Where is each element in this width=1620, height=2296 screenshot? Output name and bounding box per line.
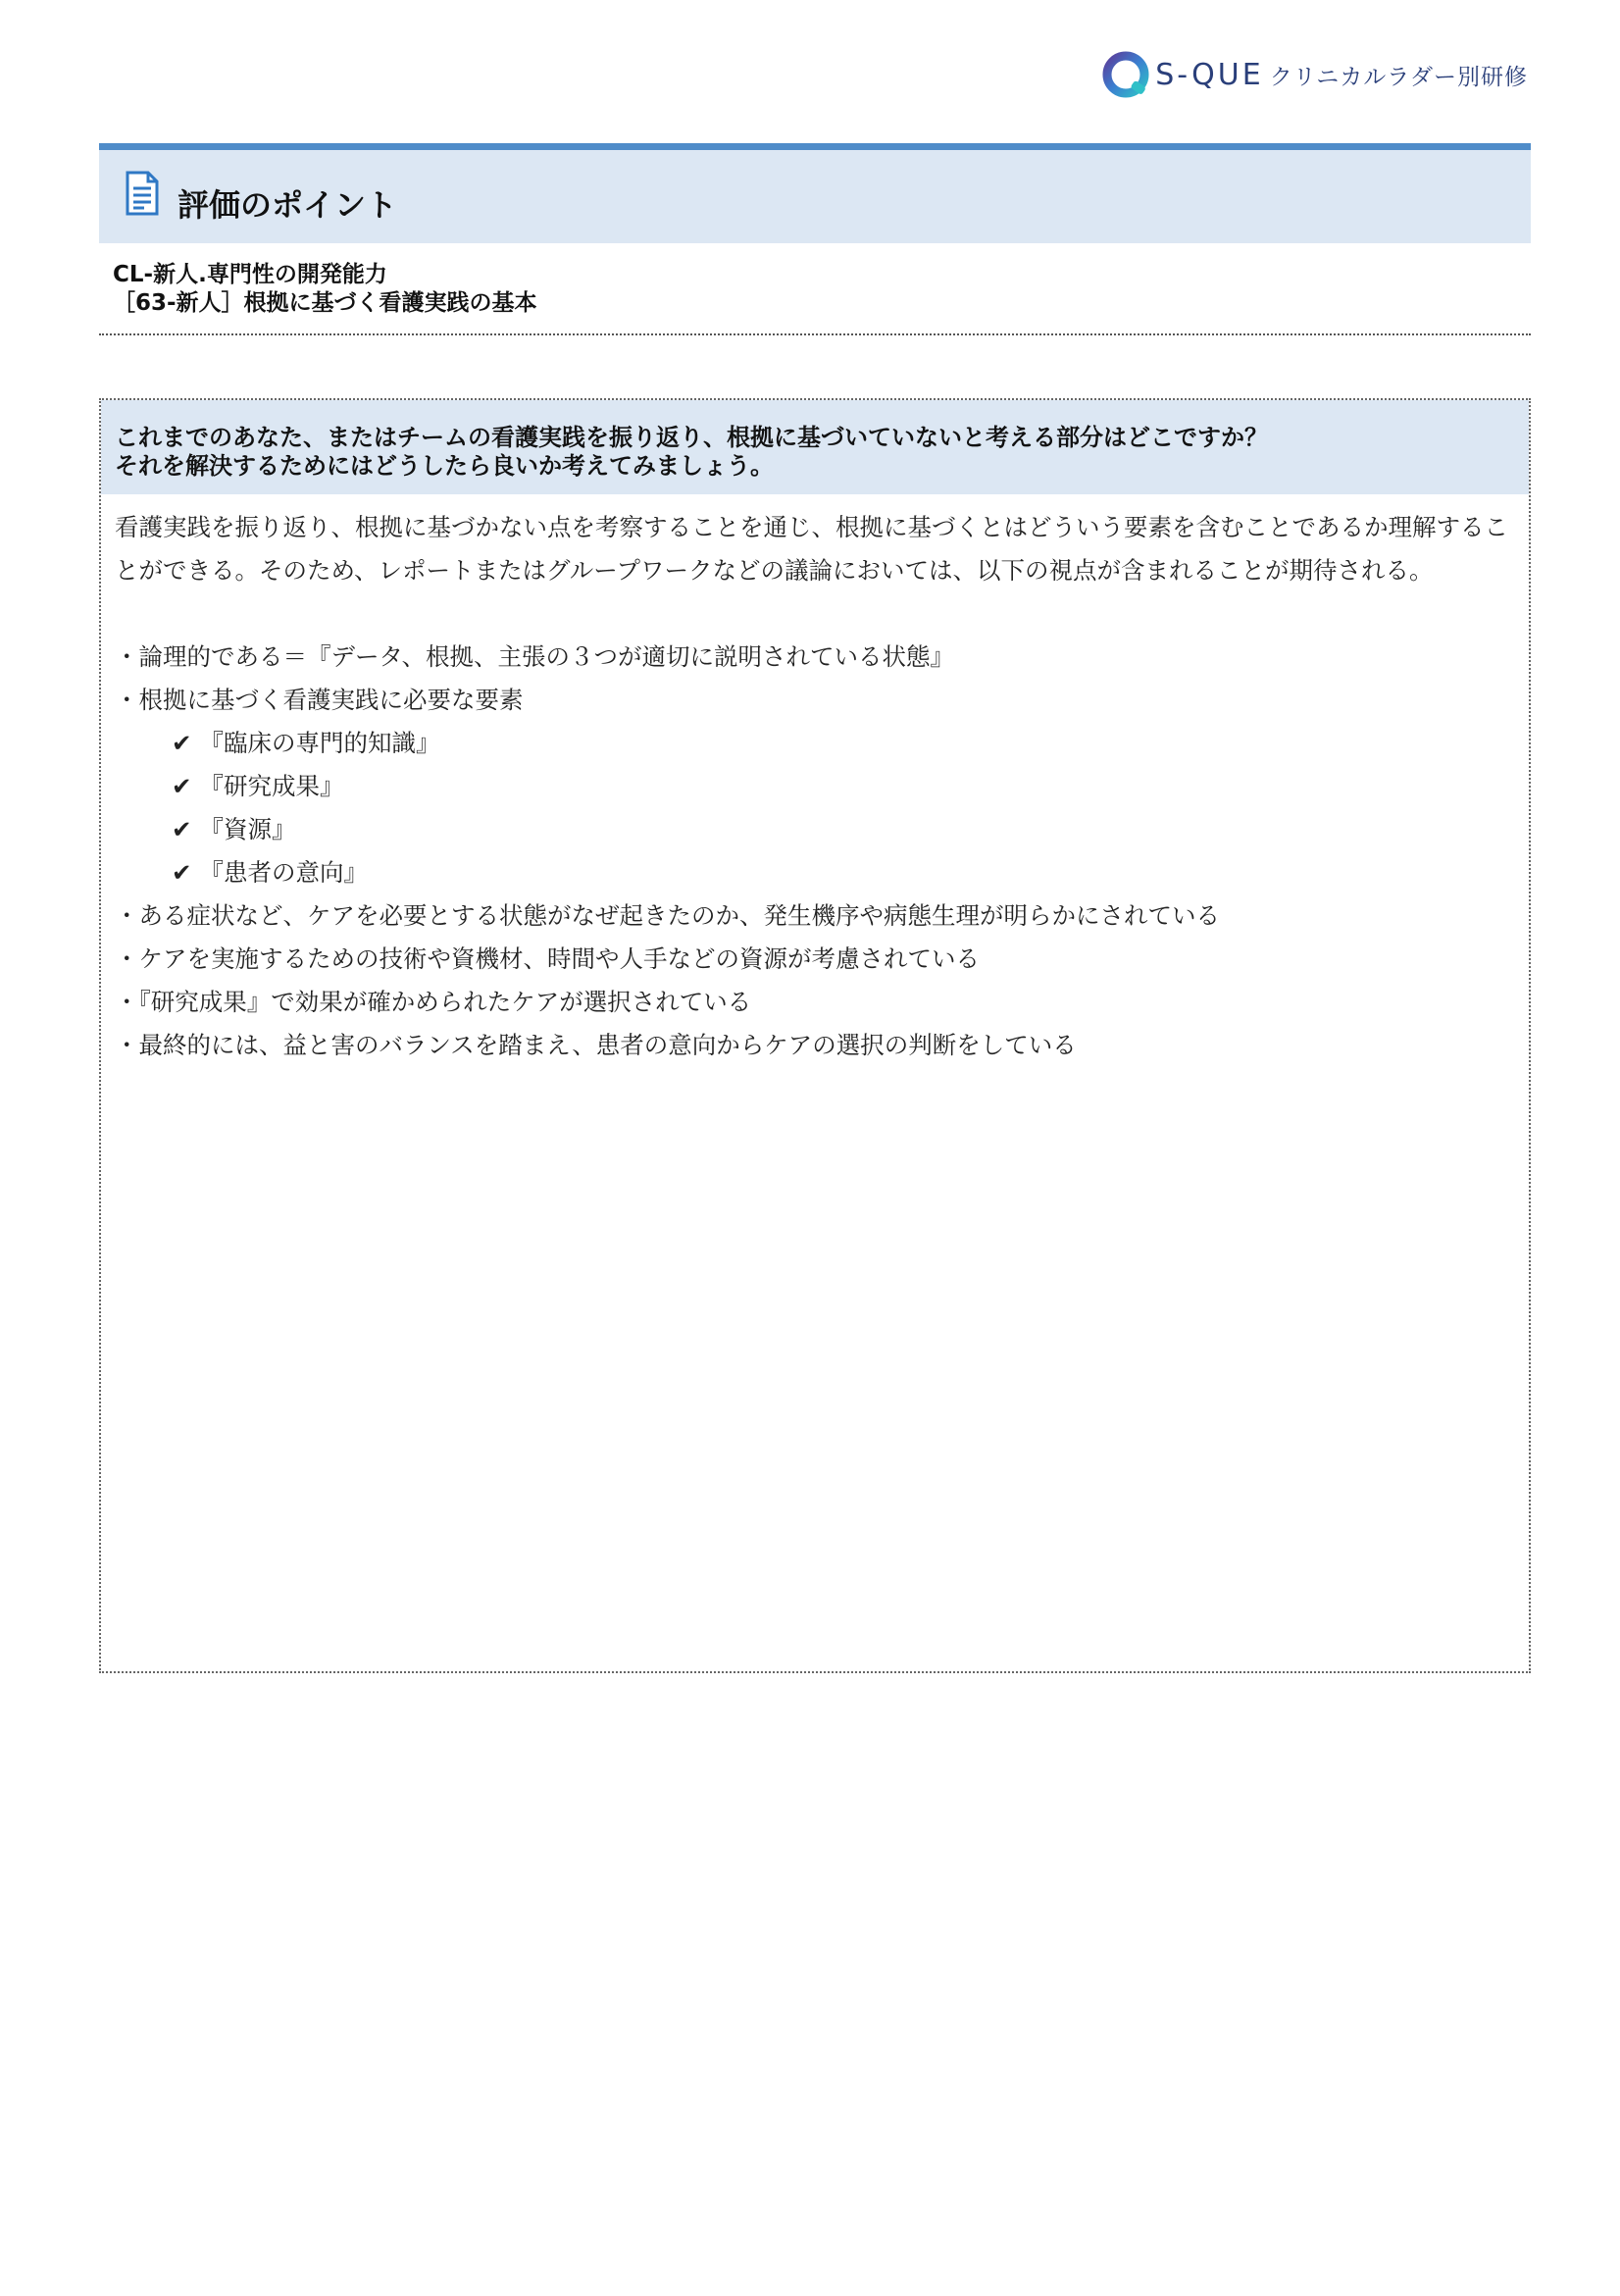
check-item-label: 『資源』 bbox=[199, 815, 296, 843]
check-mark-icon: ✔ bbox=[172, 815, 192, 843]
check-mark-icon: ✔ bbox=[172, 772, 192, 800]
course-info bbox=[99, 261, 1531, 318]
check-item bbox=[115, 722, 1515, 765]
section-header bbox=[99, 143, 1531, 243]
question-line-1: これまでのあなた、またはチームの看護実践を振り返り、根拠に基づいていないと考える部分はどこですか？ bbox=[115, 424, 1268, 451]
course-category: CL-新人.専門性の開発能力 bbox=[113, 262, 387, 287]
check-item-label: 『臨床の専門的知識』 bbox=[199, 729, 440, 757]
bullet-item: ・ケアを実施するための技術や資機材、時間や人手などの資源が考慮されている bbox=[115, 944, 980, 973]
bullet-item: ・最終的には、益と害のバランスを踏まえ、患者の意向からケアの選択の判断をしている bbox=[115, 1031, 1077, 1059]
question-line-2: それを解決するためにはどうしたら良いか考えてみましょう。 bbox=[115, 452, 774, 480]
check-item bbox=[115, 765, 1515, 808]
document-icon bbox=[125, 171, 160, 216]
check-mark-icon: ✔ bbox=[172, 729, 192, 757]
check-item bbox=[115, 851, 1515, 894]
question-box bbox=[99, 398, 1531, 1673]
check-item-label: 『患者の意向』 bbox=[199, 858, 369, 887]
answer-intro: 看護実践を振り返り、根拠に基づかない点を考察することを通じ、根拠に基づくとはどういう要素を含むことであるか理解することができる。そのため、レポートまたはグループワークなどの議論においては、以下の視点が含まれることが期待される。 bbox=[115, 513, 1508, 585]
bullet-item: ・ある症状など、ケアを必要とする状態がなぜ起きたのか、発生機序や病態生理が明らかにされている bbox=[115, 901, 1220, 930]
brand-name: S-QUE bbox=[1155, 57, 1264, 92]
divider bbox=[99, 333, 1531, 335]
course-title: ［63-新人］根拠に基づく看護実践の基本 bbox=[113, 290, 537, 316]
answer-body bbox=[101, 494, 1529, 1067]
check-mark-icon: ✔ bbox=[172, 858, 192, 887]
bullet-item: ・論理的である＝『データ、根拠、主張の３つが適切に説明されている状態』 bbox=[115, 642, 955, 671]
question-header bbox=[101, 400, 1529, 494]
brand-logo bbox=[1100, 47, 1528, 102]
page-title: 評価のポイント bbox=[177, 185, 398, 224]
brand-logo-icon bbox=[1100, 48, 1153, 101]
check-item-label: 『研究成果』 bbox=[199, 772, 344, 800]
check-item bbox=[115, 808, 1515, 851]
brand-subtitle: クリニカルラダー別研修 bbox=[1269, 64, 1528, 90]
bullet-item: ・『研究成果』で効果が確かめられたケアが選択されている bbox=[115, 988, 752, 1016]
bullet-item: ・根拠に基づく看護実践に必要な要素 bbox=[115, 686, 524, 714]
